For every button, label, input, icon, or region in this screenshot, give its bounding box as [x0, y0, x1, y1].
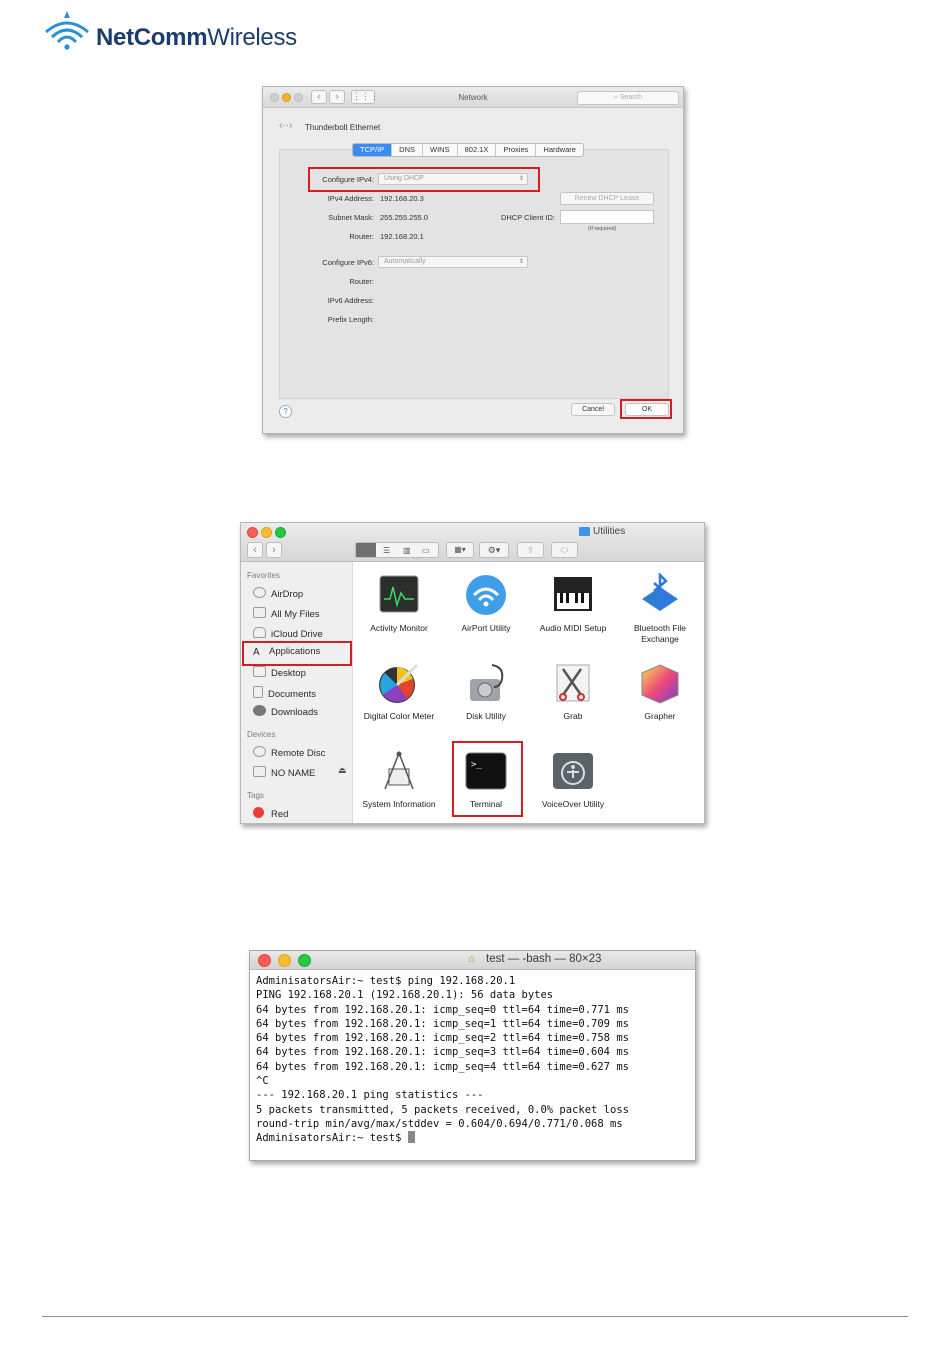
app-label: Bluetooth File Exchange [634, 623, 686, 644]
help-button[interactable]: ? [279, 405, 292, 418]
app-label: Grapher [644, 711, 676, 721]
app-label: VoiceOver Utility [541, 799, 605, 809]
configure-ipv6-label: Configure IPv6: [322, 258, 374, 267]
terminal-prompt: AdminisatorsAir:~ test$ [256, 1132, 408, 1145]
app-voiceover-utility[interactable] [528, 749, 618, 810]
disc-icon [253, 746, 266, 757]
search-placeholder: Search [619, 94, 643, 101]
ok-button-highlight [620, 399, 672, 419]
folder-icon [579, 527, 590, 536]
sidebar-item-remote-disc[interactable] [253, 746, 325, 759]
logo-brand-bold: NetComm [96, 24, 208, 51]
tab-dns[interactable]: DNS [392, 144, 423, 156]
back-button[interactable]: ‹ [247, 542, 263, 558]
sidebar-item-downloads[interactable] [253, 705, 318, 718]
ipv4-address-value: 192.168.20.3 [380, 194, 424, 203]
tags-button[interactable]: ⬭ [551, 542, 578, 558]
terminal-window [249, 950, 696, 1161]
share-button[interactable]: ⇪ [517, 542, 544, 558]
tab-proxies[interactable]: Proxies [496, 144, 536, 156]
finder-sidebar [241, 562, 353, 823]
sidebar-item-label: Desktop [271, 668, 306, 679]
back-button[interactable]: ‹ [311, 90, 327, 104]
sidebar-item-label: All My Files [271, 609, 320, 620]
desktop-icon [253, 666, 266, 677]
devices-header: Devices [247, 730, 276, 739]
tab-bar [352, 143, 584, 157]
tab-8021x[interactable]: 802.1X [458, 144, 497, 156]
network-title-bar [263, 87, 683, 108]
app-label: Disk Utility [466, 711, 506, 721]
chevron-updown-icon: ⇕ [518, 259, 524, 265]
ok-button[interactable]: OK [625, 403, 669, 416]
app-label: Activity Monitor [370, 623, 428, 633]
configure-ipv4-value: Using DHCP [384, 175, 424, 182]
app-audio-midi-setup[interactable] [528, 573, 618, 634]
router-label: Router: [349, 232, 374, 241]
terminal-line: 5 packets transmitted, 5 packets received, 0.0% packet loss [256, 1103, 629, 1116]
terminal-line: AdminisatorsAir:~ test$ ping 192.168.20.1 [256, 975, 516, 987]
sidebar-item-label: Applications [269, 646, 321, 657]
terminal-line: --- 192.168.20.1 ping statistics --- [256, 1089, 484, 1102]
airport-utility-icon [464, 573, 508, 617]
wifi-signal-icon [44, 10, 90, 50]
finder-toolbar [241, 523, 704, 562]
terminal-title-bar [250, 951, 695, 970]
app-system-information[interactable] [354, 749, 444, 810]
voiceover-utility-icon [551, 749, 595, 793]
bluetooth-file-exchange-icon [638, 573, 682, 617]
app-bluetooth-file-exchange[interactable] [615, 573, 705, 645]
applications-icon: A [253, 647, 260, 658]
cancel-button[interactable]: Cancel [571, 403, 615, 416]
document-icon [253, 686, 263, 698]
app-label: Terminal [469, 799, 503, 809]
show-all-grid-icon[interactable]: ⋮⋮⋮ [351, 90, 375, 104]
action-gear-button[interactable]: ⚙▾ [479, 542, 509, 558]
terminal-line: round-trip min/avg/max/stddev = 0.604/0.694/0.771/0.068 ms [256, 1117, 623, 1130]
renew-dhcp-lease-button[interactable]: Renew DHCP Lease [560, 192, 654, 205]
window-title: Network [458, 93, 488, 102]
terminal-output[interactable] [256, 974, 691, 1146]
tab-tcpip[interactable]: TCP/IP [353, 144, 392, 156]
configure-ipv6-value: Automatically [384, 258, 426, 265]
grapher-icon [638, 661, 682, 705]
sidebar-item-label: iCloud Drive [271, 629, 323, 640]
prefix-length-label: Prefix Length: [327, 315, 374, 324]
close-button[interactable] [247, 527, 258, 538]
cover-flow-icon[interactable]: ▭ [422, 546, 430, 555]
arrange-button[interactable]: ▦▾ [446, 542, 474, 558]
ipv6-router-label: Router: [349, 277, 374, 286]
dhcp-client-id-field[interactable] [560, 210, 654, 224]
chevron-updown-icon: ⇕ [518, 176, 524, 182]
search-field[interactable] [577, 91, 679, 105]
configure-ipv4-highlight [308, 167, 540, 192]
sidebar-item-desktop[interactable] [253, 666, 306, 679]
sidebar-item-tag-red[interactable] [253, 807, 288, 820]
app-label: Digital Color Meter [363, 711, 435, 721]
sidebar-item-label: AirDrop [271, 589, 304, 600]
column-view-icon[interactable]: ▥ [403, 546, 411, 555]
terminal-line: 64 bytes from 192.168.20.1: icmp_seq=0 ttl=64 time=0.771 ms [256, 1003, 629, 1016]
sidebar-item-label: Documents [268, 689, 317, 700]
app-label: Audio MIDI Setup [539, 623, 607, 633]
dhcp-client-id-hint: (If required) [588, 226, 617, 232]
app-activity-monitor[interactable] [354, 573, 444, 634]
forward-button[interactable]: › [266, 542, 282, 558]
sidebar-item-icloud-drive[interactable] [253, 627, 323, 640]
airdrop-icon [253, 587, 266, 598]
drive-icon [253, 766, 266, 777]
list-view-icon[interactable]: ☰ [383, 546, 391, 555]
sidebar-item-no-name[interactable] [253, 766, 315, 779]
network-preferences-window [262, 86, 684, 434]
terminal-line: 64 bytes from 192.168.20.1: icmp_seq=1 ttl=64 time=0.709 ms [256, 1017, 629, 1030]
app-grapher[interactable] [615, 661, 705, 722]
ipv6-address-label: IPv6 Address: [327, 296, 374, 305]
netcomm-wireless-logo [44, 10, 344, 50]
activity-monitor-icon [377, 573, 421, 617]
subnet-mask-value: 255.255.255.0 [380, 213, 428, 222]
interface-name: Thunderbolt Ethernet [305, 123, 381, 132]
sidebar-item-label: Remote Disc [271, 748, 326, 759]
sidebar-item-label: Downloads [271, 707, 318, 718]
svg-text:>_: >_ [471, 760, 482, 770]
window-title: test — -bash — 80×23 [486, 953, 602, 965]
configure-ipv4-label: Configure IPv4: [322, 175, 374, 184]
app-grab[interactable] [528, 661, 618, 722]
app-label: System Information [362, 799, 436, 809]
home-folder-icon: ⌂ [468, 953, 475, 965]
zoom-button[interactable] [298, 954, 311, 967]
files-icon [253, 607, 266, 618]
sidebar-item-label: NO NAME [271, 768, 316, 779]
ipv4-address-label: IPv4 Address: [327, 194, 374, 203]
terminal-prompt-line [256, 1131, 691, 1145]
sidebar-item-documents[interactable] [253, 686, 316, 700]
favorites-header: Favorites [247, 571, 280, 580]
app-label: AirPort Utility [461, 623, 511, 633]
disk-utility-icon [464, 661, 508, 705]
digital-color-meter-icon [377, 661, 421, 705]
search-icon: ⌕ [613, 94, 620, 101]
audio-midi-setup-icon [551, 573, 595, 617]
red-tag-icon [253, 807, 264, 818]
finder-utilities-window [240, 522, 705, 824]
icon-view-icon[interactable] [356, 543, 376, 557]
tab-wins[interactable]: WINS [423, 144, 458, 156]
grab-icon [551, 661, 595, 705]
back-to-list-icon[interactable]: ‹··› [279, 120, 293, 131]
router-value: 192.168.20.1 [380, 232, 424, 241]
tags-header: Tags [247, 791, 264, 800]
eject-icon[interactable]: ⏏ [338, 765, 347, 775]
zoom-button[interactable] [275, 527, 286, 538]
app-label: Grab [563, 711, 583, 721]
configure-ipv6-select[interactable] [378, 256, 528, 268]
subnet-mask-label: Subnet Mask: [328, 213, 374, 222]
system-information-icon [377, 749, 421, 793]
sidebar-item-all-my-files[interactable] [253, 607, 320, 620]
app-disk-utility[interactable] [441, 661, 531, 722]
cloud-icon [253, 627, 266, 638]
sidebar-item-airdrop[interactable] [253, 587, 303, 600]
view-mode-segmented-control[interactable] [355, 542, 439, 558]
sidebar-item-label: Red [271, 809, 289, 820]
downloads-icon [253, 705, 266, 716]
window-title: Utilities [593, 526, 626, 537]
forward-button[interactable]: › [329, 90, 345, 104]
dhcp-client-id-label: DHCP Client ID: [500, 213, 555, 222]
terminal-line: 64 bytes from 192.168.20.1: icmp_seq=2 ttl=64 time=0.758 ms [256, 1032, 629, 1045]
minimize-button[interactable] [261, 527, 272, 538]
terminal-line: 64 bytes from 192.168.20.1: icmp_seq=3 ttl=64 time=0.604 ms [256, 1046, 629, 1059]
terminal-line: ^C [256, 1075, 269, 1088]
terminal-cursor [408, 1131, 415, 1143]
close-button[interactable] [258, 954, 271, 967]
app-digital-color-meter[interactable] [354, 661, 444, 722]
minimize-button[interactable] [278, 954, 291, 967]
terminal-line: 64 bytes from 192.168.20.1: icmp_seq=4 ttl=64 time=0.627 ms [256, 1060, 629, 1073]
footer-divider [42, 1316, 908, 1317]
tab-hardware[interactable]: Hardware [543, 145, 576, 154]
applications-highlight [242, 641, 352, 666]
logo-brand-light: Wireless [207, 24, 297, 51]
app-airport-utility[interactable] [441, 573, 531, 634]
terminal-line: PING 192.168.20.1 (192.168.20.1): 56 data bytes [256, 989, 554, 1002]
terminal-highlight [452, 741, 523, 817]
